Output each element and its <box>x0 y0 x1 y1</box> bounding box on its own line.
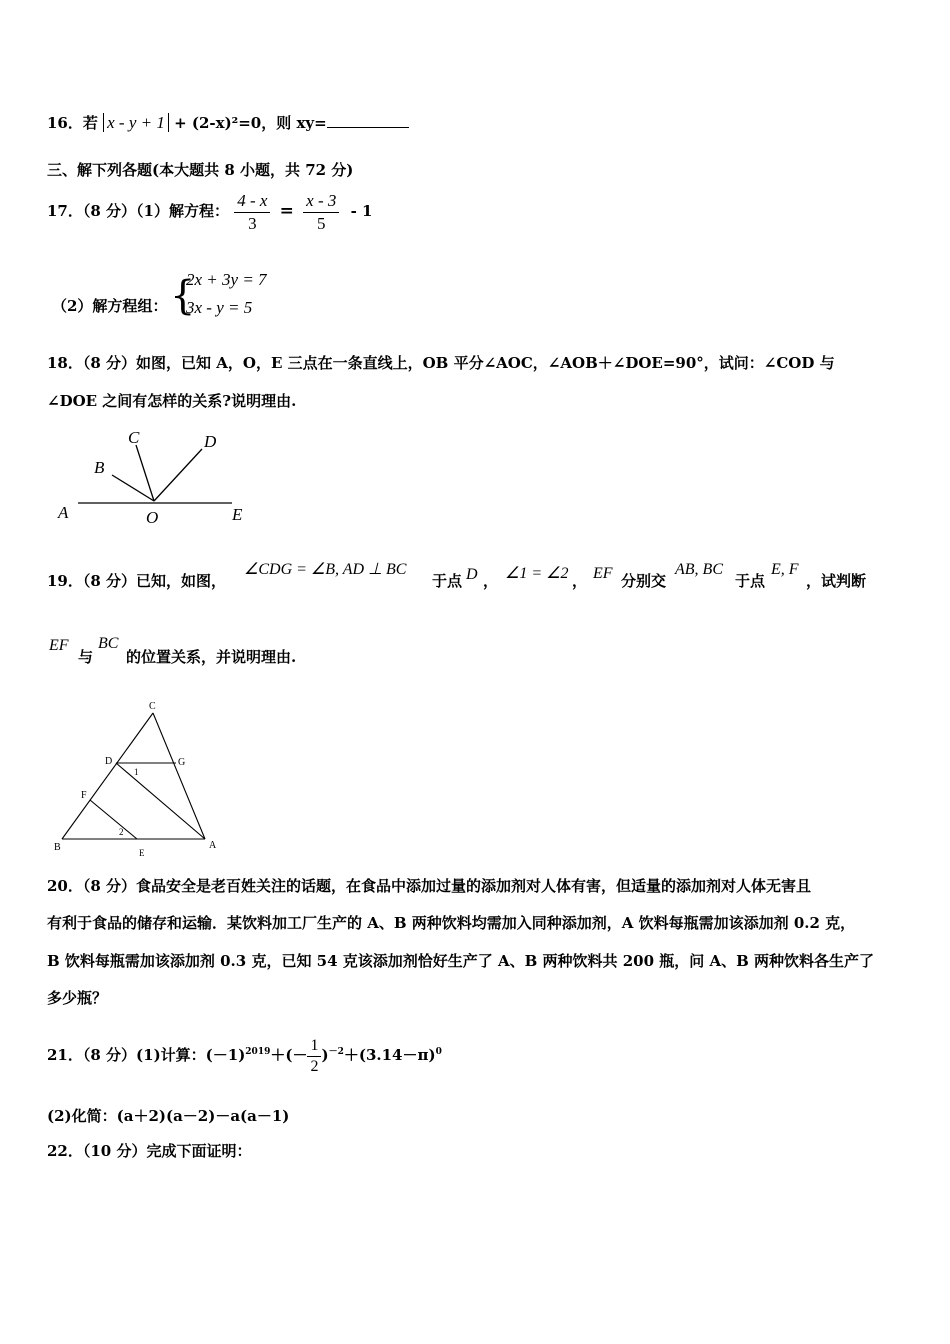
q18-label-E: E <box>232 505 243 524</box>
q19-line2-tail: 的位置关系，并说明理由. <box>126 648 297 666</box>
q19-segment-FE <box>90 800 137 839</box>
q16-rest: + (2-x)²=0，则 xy= <box>174 114 327 132</box>
question-16 <box>47 113 409 133</box>
q19-label-B: B <box>54 842 61 853</box>
q19-label: 19．（8 分）已知，如图， <box>47 572 227 590</box>
q18-label-O: O <box>146 508 159 527</box>
q19-text-judge: ，试判断 <box>806 572 867 590</box>
q19-AB-BC: AB, BC <box>675 561 723 578</box>
q18-ray-OD <box>154 449 202 501</box>
q19-segment-DA <box>116 763 205 839</box>
q19-label-1: 1 <box>134 767 139 777</box>
q19-label-G: G <box>178 757 186 768</box>
q18-label-A: A <box>58 503 69 522</box>
q19-figure <box>50 698 230 863</box>
q17-rhs-fraction <box>303 190 339 235</box>
q19-label-F: F <box>81 790 87 801</box>
q18-figure <box>50 425 310 535</box>
q18-label-D: D <box>204 432 217 451</box>
q19-label-C: C <box>149 701 156 712</box>
q17-system-eq1: 2x + 3y = 7 <box>186 270 267 289</box>
q19-comma2: ， <box>572 572 588 590</box>
q21-part2: (2)化简：(a＋2)(a－2)－a(a－1) <box>47 1107 290 1125</box>
q17-part2-label: （2）解方程组： <box>52 297 168 315</box>
q19-line2-BC: BC <box>98 635 119 652</box>
q17-lhs-denominator: 3 <box>248 213 257 233</box>
q21-tail: ＋(3.14－π) <box>343 1046 436 1064</box>
q21-exponent-2019: 2019 <box>245 1047 271 1057</box>
question-22: 22．（10 分）完成下面证明： <box>47 1142 252 1160</box>
q19-side-BC <box>62 713 153 839</box>
q19-text-at-point: 于点 <box>432 572 463 590</box>
q18-ray-OC <box>136 445 154 501</box>
q21-label: 21．（8 分）(1)计算：(－1) <box>47 1046 246 1064</box>
q16-answer-blank[interactable] <box>327 113 409 128</box>
q19-cond1: ∠CDG = ∠B, AD ⊥ BC <box>244 561 407 578</box>
q21-exponent-neg2: －2 <box>328 1047 344 1057</box>
q19-EF: EF <box>593 565 613 582</box>
question-21 <box>47 1022 442 1075</box>
q17-rhs-numerator: x - 3 <box>303 190 339 213</box>
q17-lhs-fraction <box>234 190 270 235</box>
q19-E-F: E, F <box>771 561 799 578</box>
q18-label-B: B <box>94 458 105 477</box>
q16-number: 16．若 <box>47 114 98 132</box>
question-17 <box>47 186 373 236</box>
q19-line2-with: 与 <box>78 648 94 666</box>
q17-equals: = <box>279 201 294 221</box>
q19-text-at-points: 于点 <box>735 572 766 590</box>
q21-after: ) <box>321 1046 329 1064</box>
q19-cond2: ∠1 = ∠2 <box>505 565 569 582</box>
q19-side-CA <box>153 713 205 839</box>
q19-label-E: E <box>139 848 145 858</box>
q19-line2-EF: EF <box>49 637 69 654</box>
q21-exponent-0: 0 <box>435 1047 442 1057</box>
q17-system-brace: { <box>170 273 196 319</box>
q17-label: 17．（8 分）（1）解方程： <box>47 202 229 220</box>
q16-absolute-value: x - y + 1 <box>103 113 169 132</box>
q20-line2: 有利于食品的储存和运输．某饮料加工厂生产的 A、B 两种饮料均需加入同种添加剂，A 饮料每瓶需加该添加剂 0.2 克， <box>47 914 856 932</box>
q20-line3: B 饮料每瓶需加该添加剂 0.3 克，已知 54 克该添加剂恰好生产了 A、B 两种饮料共 200 瓶，问 A、B 两种饮料各生产了 <box>47 952 875 970</box>
q21-fraction-denominator: 2 <box>310 1057 319 1075</box>
q21-fraction-numerator: 1 <box>307 1036 321 1057</box>
q19-label-D: D <box>105 756 113 767</box>
q21-mid: ＋(－ <box>270 1046 308 1064</box>
section-3-heading: 三、解下列各题(本大题共 8 小题，共 72 分) <box>47 161 354 179</box>
q17-system-eq2: 3x - y = 5 <box>186 298 253 317</box>
q19-comma1: ， <box>483 572 499 590</box>
q18-ray-OB <box>112 475 154 501</box>
q19-text-intersect: 分别交 <box>621 572 667 590</box>
q19-label-2: 2 <box>119 827 124 837</box>
q20-line4: 多少瓶？ <box>47 989 108 1007</box>
q18-label-C: C <box>128 428 140 447</box>
q17-rhs-denominator: 5 <box>317 213 326 233</box>
q17-tail: - 1 <box>350 202 373 220</box>
q17-lhs-numerator: 4 - x <box>234 190 270 213</box>
q19-label-A: A <box>209 840 217 851</box>
q19-point-D: D <box>466 566 478 583</box>
q21-fraction <box>307 1036 321 1077</box>
q18-line2: ∠DOE 之间有怎样的关系?说明理由. <box>47 392 297 410</box>
q20-line1: 20．（8 分）食品安全是老百姓关注的话题，在食品中添加过量的添加剂对人体有害，但适量的添加剂对人体无害且 <box>47 877 812 895</box>
q18-line1: 18．（8 分）如图，已知 A，O，E 三点在一条直线上，OB 平分∠AOC，∠AOB＋∠DOE=90°，试问：∠COD 与 <box>47 354 835 372</box>
